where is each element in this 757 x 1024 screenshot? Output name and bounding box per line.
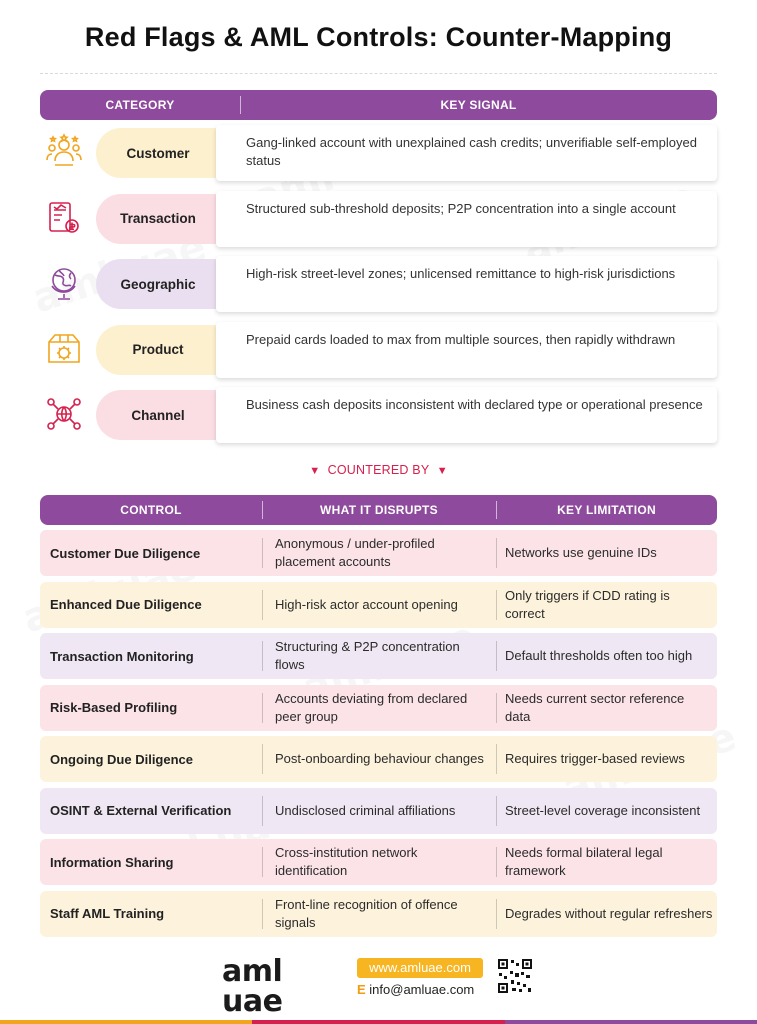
key-signal-text: Prepaid cards loaded to max from multiple sources, then rapidly withdrawn [246, 331, 676, 347]
countered-by-label: ▼ COUNTERED BY ▼ [309, 463, 448, 477]
header-category: CATEGORY [105, 98, 175, 112]
header-key-limitation: KEY LIMITATION [557, 503, 656, 517]
key-limitation: Default thresholds often too high [505, 648, 693, 663]
key-limitation: Requires trigger-based reviews [505, 751, 685, 766]
red-flags-header [40, 90, 717, 120]
logo-wordmark: aml uae [222, 954, 283, 1019]
header-what-it-disrupts: WHAT IT DISRUPTS [320, 503, 438, 517]
email-link[interactable] [357, 982, 474, 997]
key-signal-text: Gang-linked account with unexplained cash credits; unverifiable self-employed status [246, 135, 697, 168]
what-it-disrupts: Anonymous / under-profiled placement accounts [275, 536, 435, 569]
control-row [40, 582, 717, 628]
category-label: Geographic [120, 276, 196, 292]
category-label: Channel [131, 407, 185, 423]
red-flag-row [40, 322, 717, 378]
key-limitation: Street-level coverage inconsistent [505, 802, 701, 818]
category-label: Customer [126, 145, 190, 161]
page-title: Red Flags & AML Controls: Counter-Mapping [84, 22, 673, 52]
website-link[interactable]: www.amluae.com [357, 958, 483, 978]
control-row [40, 839, 717, 885]
aml-uae-logo [222, 954, 350, 1019]
control-row [40, 736, 717, 782]
control-name: Information Sharing [50, 854, 174, 870]
key-limitation: Only triggers if CDD rating is correct [505, 587, 670, 621]
control-name: OSINT & External Verification [50, 803, 232, 818]
email-label: E [357, 982, 366, 997]
key-limitation: Networks use genuine IDs [505, 545, 657, 560]
control-name: Risk-Based Profiling [50, 700, 178, 715]
what-it-disrupts: High-risk actor account opening [275, 596, 458, 612]
title-divider [40, 73, 717, 74]
header-control: CONTROL [120, 503, 182, 517]
key-signal-card [216, 191, 717, 247]
what-it-disrupts: Undisclosed criminal affiliations [275, 802, 456, 818]
header-key-signal: KEY SIGNAL [440, 98, 517, 112]
key-limitation: Needs current sector reference data [505, 690, 685, 724]
product-box-icon [45, 330, 83, 368]
what-it-disrupts: Structuring & P2P concentration flows [275, 639, 460, 672]
customer-group-icon [45, 133, 83, 171]
key-signal-text: High-risk street-level zones; unlicensed remittance to high-risk jurisdictions [246, 266, 676, 281]
what-it-disrupts: Accounts deviating from declared peer group [275, 690, 468, 724]
key-signal-text: Structured sub-threshold deposits; P2P concentration into a single account [246, 200, 676, 216]
control-row [40, 633, 717, 679]
control-row [40, 788, 717, 834]
globe-icon [45, 264, 83, 302]
control-row [40, 685, 717, 731]
key-limitation: Needs formal bilateral legal framework [505, 845, 663, 878]
red-flag-row [40, 387, 717, 443]
email-address: info@amluae.com [369, 982, 475, 997]
transaction-document-icon [45, 199, 83, 237]
key-signal-card [216, 387, 717, 443]
key-signal-card [216, 125, 717, 181]
channel-network-icon [45, 395, 83, 433]
control-row [40, 891, 717, 937]
red-flag-row [40, 191, 717, 247]
control-row [40, 530, 717, 576]
red-flag-row [40, 125, 717, 181]
control-name: Enhanced Due Diligence [50, 597, 202, 612]
red-flag-row [40, 256, 717, 312]
down-triangle-icon: ▼ [309, 465, 321, 477]
what-it-disrupts: Front-line recognition of offence signals [275, 896, 458, 930]
down-triangle-icon: ▼ [436, 465, 448, 477]
bottom-color-bar [0, 1020, 757, 1024]
what-it-disrupts: Post-onboarding behaviour changes [275, 751, 484, 766]
control-name: Staff AML Training [50, 906, 165, 921]
key-signal-card [216, 322, 717, 378]
controls-header [40, 495, 717, 525]
category-label: Product [132, 342, 184, 357]
what-it-disrupts: Cross-institution network identification [275, 845, 418, 878]
key-signal-card [216, 256, 717, 312]
qr-code-icon [497, 958, 533, 994]
control-name: Transaction Monitoring [50, 648, 194, 664]
control-name: Customer Due Diligence [50, 545, 201, 561]
category-label: Transaction [120, 211, 196, 226]
key-signal-text: Business cash deposits inconsistent with declared type or operational presence [246, 397, 703, 412]
control-name: Ongoing Due Diligence [50, 751, 194, 767]
key-limitation: Degrades without regular refreshers [505, 905, 713, 921]
